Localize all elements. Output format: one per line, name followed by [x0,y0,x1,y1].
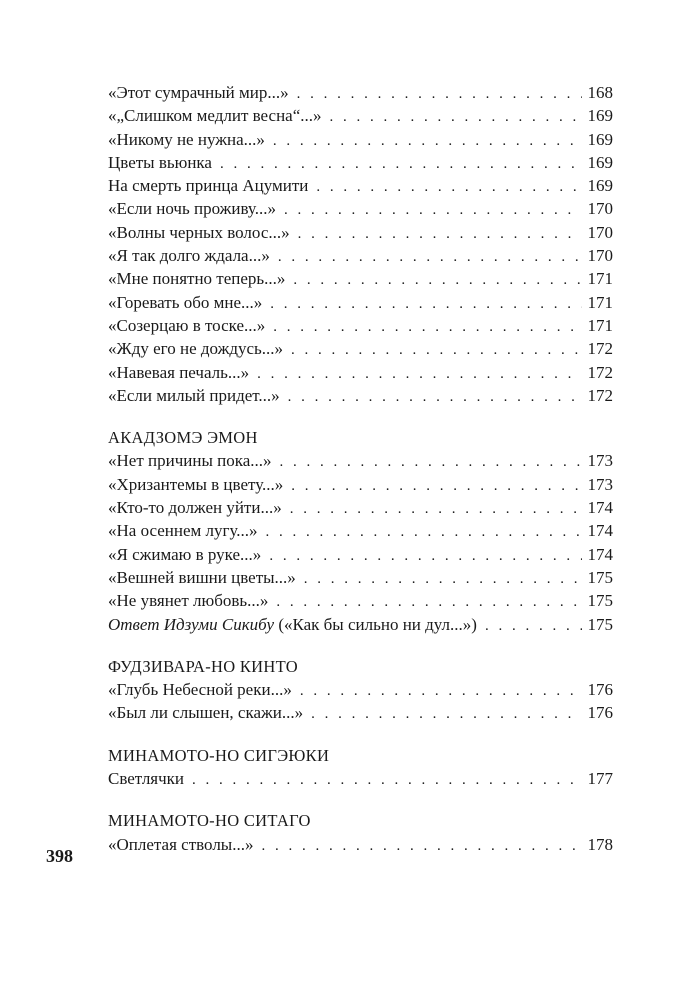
dot-leader [311,703,581,726]
toc-section-continued [108,81,613,407]
toc-section-minamoto-no-sigeyuki [108,744,613,791]
dot-leader [291,475,581,498]
toc-entry [108,767,613,790]
toc-entry-title: «На осеннем лугу...» [108,521,258,541]
toc-entry-page: 171 [587,292,613,312]
dot-leader [261,835,581,858]
toc-entry-title: «Волны черных волос...» [108,222,290,242]
toc-entry [108,613,613,636]
section-heading: МИНАМОТО-НО СИГЭЮКИ [108,745,330,765]
dot-leader [266,521,582,544]
toc-entry-title: «Жду его не дождусь...» [108,339,284,359]
toc-entry-page: 178 [587,834,613,854]
dot-leader [485,615,582,638]
toc-entry-page: 176 [587,680,613,700]
toc-entry [108,314,613,337]
section-spacer [108,725,613,744]
section-spacer [108,636,613,655]
toc-entry [108,543,613,566]
dot-leader [270,293,581,316]
toc-entry [108,678,613,701]
toc-entry-page: 175 [587,591,613,611]
toc-entry-title: «Этот сумрачный мир...» [108,83,289,102]
dot-leader [298,223,582,246]
toc-entry-title: «Если ночь проживу...» [108,199,276,219]
toc-entry-page: 169 [587,106,613,126]
toc-entry-title: «Навевая печаль...» [108,362,250,382]
toc-entry-page: 177 [587,769,613,789]
toc-entry-page: 172 [587,385,613,405]
toc-entry-title: «Я сжимаю в руке...» [108,544,262,564]
toc-entry [108,519,613,542]
toc-entry-page: 174 [587,498,613,518]
dot-leader [257,363,581,386]
dot-leader [291,339,581,362]
toc-entry-page: 172 [587,362,613,382]
toc-entry-title: «Я так долго ждала...» [108,246,270,266]
section-heading: МИНАМОТО-НО СИТАГО [108,811,311,831]
toc-entry-title: «Был ли слышен, скажи...» [108,703,304,723]
dot-leader [290,498,582,521]
toc-entry-page: 175 [587,614,613,634]
toc-entry-title-rest: («Как бы сильно ни дул...») [274,614,477,634]
toc-section-minamoto-no-sitago [108,809,613,856]
toc-entry-title: «Хризантемы в цвету...» [108,474,284,494]
dot-leader [220,153,582,176]
toc-entry [108,337,613,360]
toc-entry [108,291,613,314]
toc-entry-page: 175 [587,567,613,587]
toc-entry-page: 174 [587,521,613,541]
toc-entry [108,449,613,472]
dot-leader [304,568,582,591]
table-of-contents [108,81,613,856]
dot-leader [278,246,582,269]
toc-entry-page: 169 [587,152,613,172]
dot-leader [269,545,581,568]
dot-leader [330,106,582,129]
toc-entry-title: «Горевать обо мне...» [108,292,263,312]
section-spacer [108,407,613,426]
dot-leader [276,591,581,614]
page-number: 398 [46,846,73,866]
toc-entry-title: «Глубь Небесной реки...» [108,680,292,700]
toc-entry [108,384,613,407]
toc-entry [108,197,613,220]
dot-leader [284,199,582,222]
toc-entry [108,81,613,104]
toc-entry-title: «Никому не нужна...» [108,129,265,149]
toc-entry-page: 170 [587,246,613,266]
toc-entry [108,473,613,496]
toc-entry [108,128,613,151]
toc-entry-page: 171 [587,269,613,289]
dot-leader [192,769,581,792]
toc-entry [108,589,613,612]
section-spacer [108,790,613,809]
toc-entry-title: Цветы вьюнка [108,152,212,172]
toc-entry-page: 169 [587,176,613,196]
toc-entry-title: «Кто-то должен уйти...» [108,498,282,518]
toc-entry [108,151,613,174]
toc-entry-title: «Мне понятно теперь...» [108,269,286,289]
dot-leader [293,269,581,292]
toc-entry-title: «Вешней вишни цветы...» [108,567,296,587]
section-heading: ФУДЗИВАРА-НО КИНТО [108,656,298,676]
toc-entry [108,833,613,856]
toc-entry-page: 176 [587,703,613,723]
toc-entry-title: «Если милый придет...» [108,385,280,405]
toc-entry-title [108,613,477,636]
toc-entry-title: «Нет причины пока...» [108,451,272,471]
toc-section-akadzome-emon [108,426,613,636]
toc-entry [108,244,613,267]
dot-leader [273,130,582,153]
toc-entry-page: 170 [587,199,613,219]
toc-entry-title: Светлячки [108,769,185,789]
toc-entry [108,496,613,519]
toc-entry [108,174,613,197]
dot-leader [300,680,582,703]
toc-entry-title: На смерть принца Ацумити [108,176,309,196]
toc-entry [108,221,613,244]
toc-entry-page: 169 [587,129,613,149]
toc-entry-page: 170 [587,222,613,242]
toc-entry-title-italic: Ответ Идзуми Сикибу [108,614,275,634]
toc-entry-title: «„Слишком медлит весна“...» [108,106,322,126]
toc-entry-page: 174 [587,544,613,564]
toc-entry-title: «Оплетая стволы...» [108,834,254,854]
toc-section-fudzivara-no-kinto [108,655,613,725]
toc-entry-page: 173 [587,474,613,494]
toc-entry [108,566,613,589]
dot-leader [297,83,582,106]
dot-leader [316,176,581,199]
toc-entry [108,361,613,384]
toc-entry-page: 171 [587,315,613,335]
dot-leader [280,451,582,474]
dot-leader [288,386,582,409]
toc-entry [108,104,613,127]
toc-entry [108,267,613,290]
toc-entry-title: «Не увянет любовь...» [108,591,269,611]
toc-entry-page: 168 [587,83,613,102]
dot-leader [273,316,581,339]
toc-entry-page: 172 [587,339,613,359]
toc-entry-page: 173 [587,451,613,471]
toc-entry [108,701,613,724]
toc-entry-title: «Созерцаю в тоске...» [108,315,266,335]
section-heading: АКАДЗОМЭ ЭМОН [108,428,258,448]
